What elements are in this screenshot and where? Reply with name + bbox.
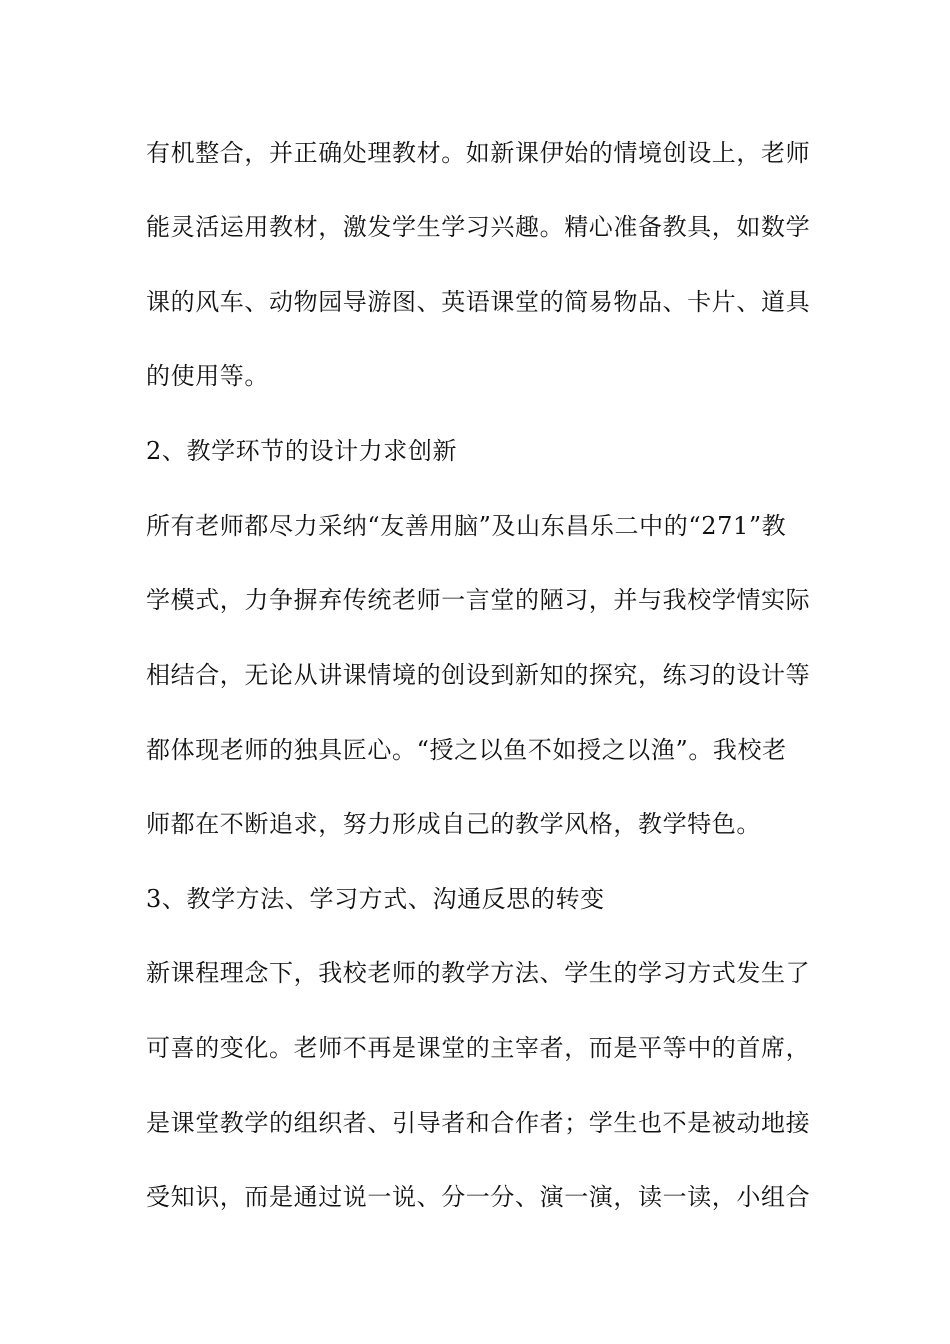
paragraph-line: 都体现老师的独具匠心。“授之以鱼不如授之以渔”。我校老 [146,736,787,764]
section-heading: 2、教学环节的设计力求创新 [146,437,458,465]
paragraph-line: 的使用等。 [146,362,269,390]
paragraph-line: 受知识，而是通过说一说、分一分、演一演，读一读，小组合 [146,1183,811,1211]
paragraph-line: 有机整合，并正确处理教材。如新课伊始的情境创设上，老师 [146,139,811,167]
paragraph-line: 是课堂教学的组织者、引导者和合作者；学生也不是被动地接 [146,1109,811,1137]
paragraph-line: 学模式，力争摒弃传统老师一言堂的陋习，并与我校学情实际 [146,586,811,614]
paragraph-line: 可喜的变化。老师不再是课堂的主宰者，而是平等中的首席， [146,1034,811,1062]
paragraph-line: 新课程理念下，我校老师的教学方法、学生的学习方式发生了 [146,959,811,987]
paragraph-line: 所有老师都尽力采纳“友善用脑”及山东昌乐二中的“271”教 [146,512,787,540]
paragraph-line: 相结合，无论从讲课情境的创设到新知的探究，练习的设计等 [146,661,811,689]
paragraph-line: 师都在不断追求，努力形成自己的教学风格，教学特色。 [146,810,761,838]
paragraph-line: 能灵活运用教材，激发学生学习兴趣。精心准备教具，如数学 [146,213,811,241]
paragraph-line: 课的风车、动物园导游图、英语课堂的简易物品、卡片、道具 [146,288,811,316]
section-heading: 3、教学方法、学习方式、沟通反思的转变 [146,885,605,913]
